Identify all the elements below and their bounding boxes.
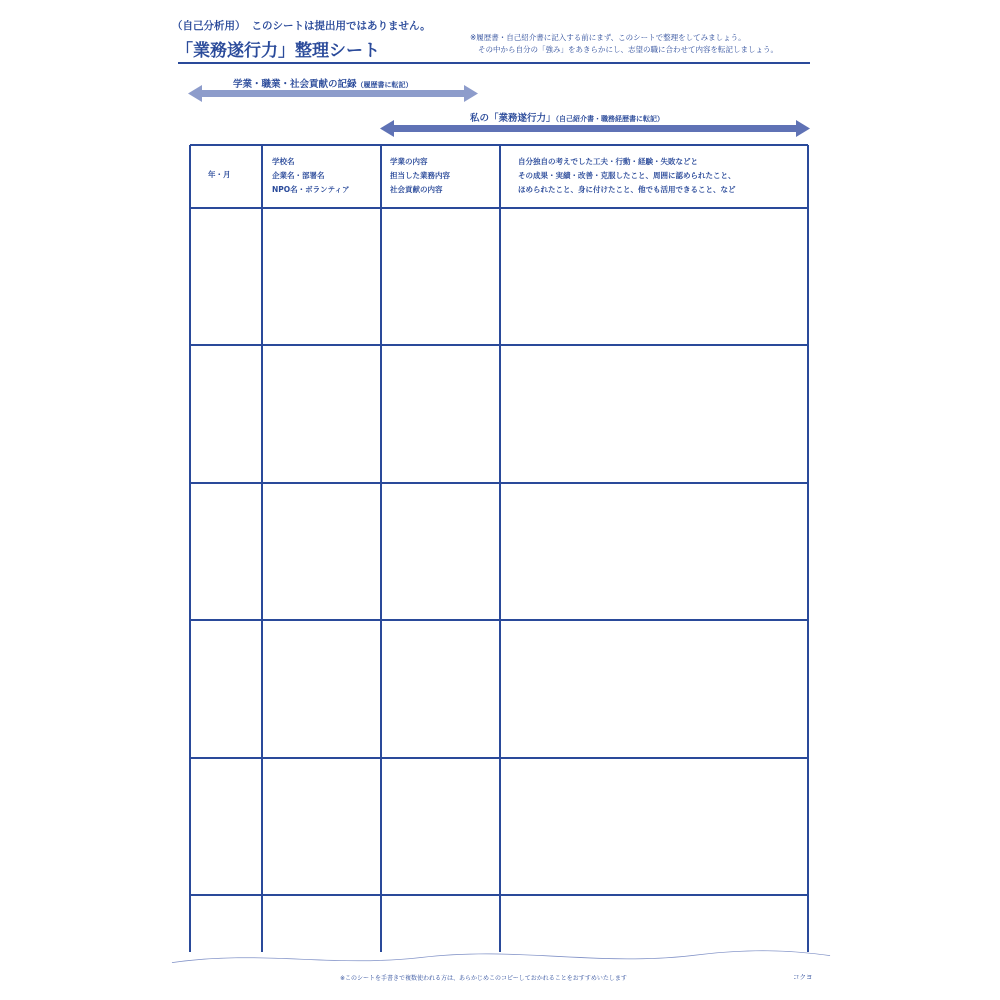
footer-note: ※このシートを手書きで複数使われる方は、あらかじめこのコピーしておかれることをおすすめいたします: [340, 975, 627, 982]
lower-arrow-label: [470, 110, 664, 124]
header-organization: [272, 155, 350, 197]
lower-arrow-label-sub: （自己紹介書・職務経歴書に転記）: [555, 115, 665, 123]
header-organization-line-3: NPO名・ボランティア: [272, 185, 350, 194]
header-year-month: 年・月: [208, 170, 231, 179]
upper-arrow-label: [233, 76, 413, 90]
brand-logo: コクヨ: [793, 973, 813, 981]
subtitle-paren: （自己分析用）: [172, 20, 246, 32]
page-title: 「業務遂行力」整理シート: [176, 41, 380, 61]
header-achievements-line-2: その成果・実績・改善・克服したこと、周囲に認められたこと、: [518, 171, 736, 180]
header-content-line-3: 社会貢献の内容: [390, 185, 443, 194]
lower-arrow-label-main: 私の「業務遂行力」: [470, 113, 556, 124]
header-achievements-line-3: ほめられたこと、身に付けたこと、他でも活用できること、など: [518, 185, 736, 194]
record-table-grid: [190, 145, 808, 952]
header-organization-line-2: 企業名・部署名: [272, 171, 325, 180]
header-content-line-2: 担当した業務内容: [390, 171, 450, 180]
note-line-2: その中から自分の「強み」をあきらかにし、志望の職に合わせて内容を転記しましょう。: [478, 45, 778, 54]
subtitle-text: このシートは提出用ではありません。: [251, 20, 431, 32]
upper-arrow-label-main: 学業・職業・社会貢献の記録: [233, 79, 357, 90]
header-achievements-line-1: 自分独自の考えでした工夫・行動・経験・失敗などと: [518, 157, 698, 166]
header-organization-line-1: 学校名: [272, 157, 295, 166]
header-content-line-1: 学業の内容: [390, 157, 428, 166]
note-line-1: ※履歴書・自己紹介書に記入する前にまず、このシートで整理をしてみましょう。: [470, 33, 746, 42]
upper-arrow-label-sub: （履歴書に転記）: [356, 81, 413, 89]
header-content: [390, 155, 450, 197]
header-achievements: [518, 155, 736, 197]
